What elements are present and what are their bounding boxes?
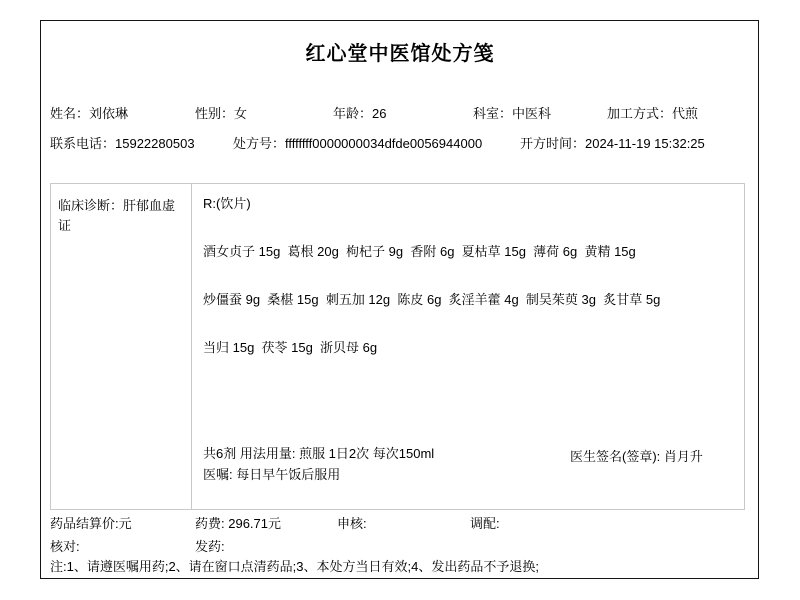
field-prescription-time <box>520 136 705 152</box>
field-age <box>333 106 386 122</box>
dispense-field: 发药: <box>195 539 225 554</box>
field-department-label: 科室： <box>473 106 513 121</box>
field-prescription-time-label: 开方时间： <box>520 136 586 151</box>
field-processing-method <box>607 106 698 122</box>
field-phone-value: 15922280503 <box>115 136 195 151</box>
field-phone <box>50 136 195 152</box>
diagnosis-label: 临床诊断： <box>58 198 124 213</box>
doctor-signature <box>570 446 742 467</box>
field-prescription-no-value: ffffffff0000000034dfde0056944000 <box>285 136 483 151</box>
dosage-summary: 共6剂 用法用量: 煎服 1日2次 每次150ml <box>203 446 435 461</box>
field-age-value: 26 <box>372 106 387 121</box>
field-gender-value: 女 <box>234 106 248 121</box>
doctor-signature-label: 医生签名(签章): <box>570 449 664 464</box>
field-processing-method-value: 代煎 <box>672 106 699 121</box>
field-prescription-time-value: 2024-11-19 15:32:25 <box>585 136 705 151</box>
rx-header: R:(饮片) <box>203 196 251 211</box>
check-field: 核对: <box>50 539 80 554</box>
field-department <box>473 106 551 122</box>
medicine-fee-field <box>195 516 281 532</box>
medicine-line: 炒僵蚕 9g 桑椹 15g 刺五加 12g 陈皮 6g 炙淫羊藿 4g 制吴茱萸 3g 炙甘草 5g <box>203 292 661 307</box>
compound-field: 调配: <box>470 516 500 531</box>
doctor-signature-name: 肖月升 <box>663 449 703 464</box>
field-department-value: 中医科 <box>512 106 552 121</box>
field-phone-label: 联系电话： <box>50 136 116 151</box>
doctor-advice: 医嘱: 每日早午饭后服用 <box>203 467 341 482</box>
field-gender-label: 性别： <box>195 106 235 121</box>
diagnosis-cell <box>58 196 188 236</box>
settle-price-label: 药品结算价: <box>50 516 119 531</box>
note-text: 注:1、请遵医嘱用药;2、请在窗口点清药品;3、本处方当日有效;4、发出药品不予退换; <box>50 559 539 574</box>
field-name <box>50 106 128 122</box>
field-age-label: 年龄： <box>333 106 373 121</box>
medicine-fee-value: 296.71元 <box>228 516 281 531</box>
medicine-line: 当归 15g 茯苓 15g 浙贝母 6g <box>203 340 378 355</box>
page-title: 红心堂中医馆处方笺 <box>305 43 495 65</box>
field-prescription-no-label: 处方号： <box>233 136 286 151</box>
field-gender <box>195 106 247 122</box>
field-prescription-no <box>233 136 482 152</box>
review-field: 申核: <box>337 516 367 531</box>
settle-price-field <box>50 516 132 532</box>
diagnosis-value: 肝郁血虚证 <box>58 198 176 233</box>
medicine-fee-label: 药费: <box>195 516 229 531</box>
table-column-divider <box>191 184 192 509</box>
field-name-label: 姓名： <box>50 106 90 121</box>
field-name-value: 刘依琳 <box>89 106 129 121</box>
settle-price-value: 元 <box>118 516 132 531</box>
medicine-line: 酒女贞子 15g 葛根 20g 枸杞子 9g 香附 6g 夏枯草 15g 薄荷 6g 黄精 15g <box>203 244 636 259</box>
field-processing-method-label: 加工方式： <box>607 106 673 121</box>
